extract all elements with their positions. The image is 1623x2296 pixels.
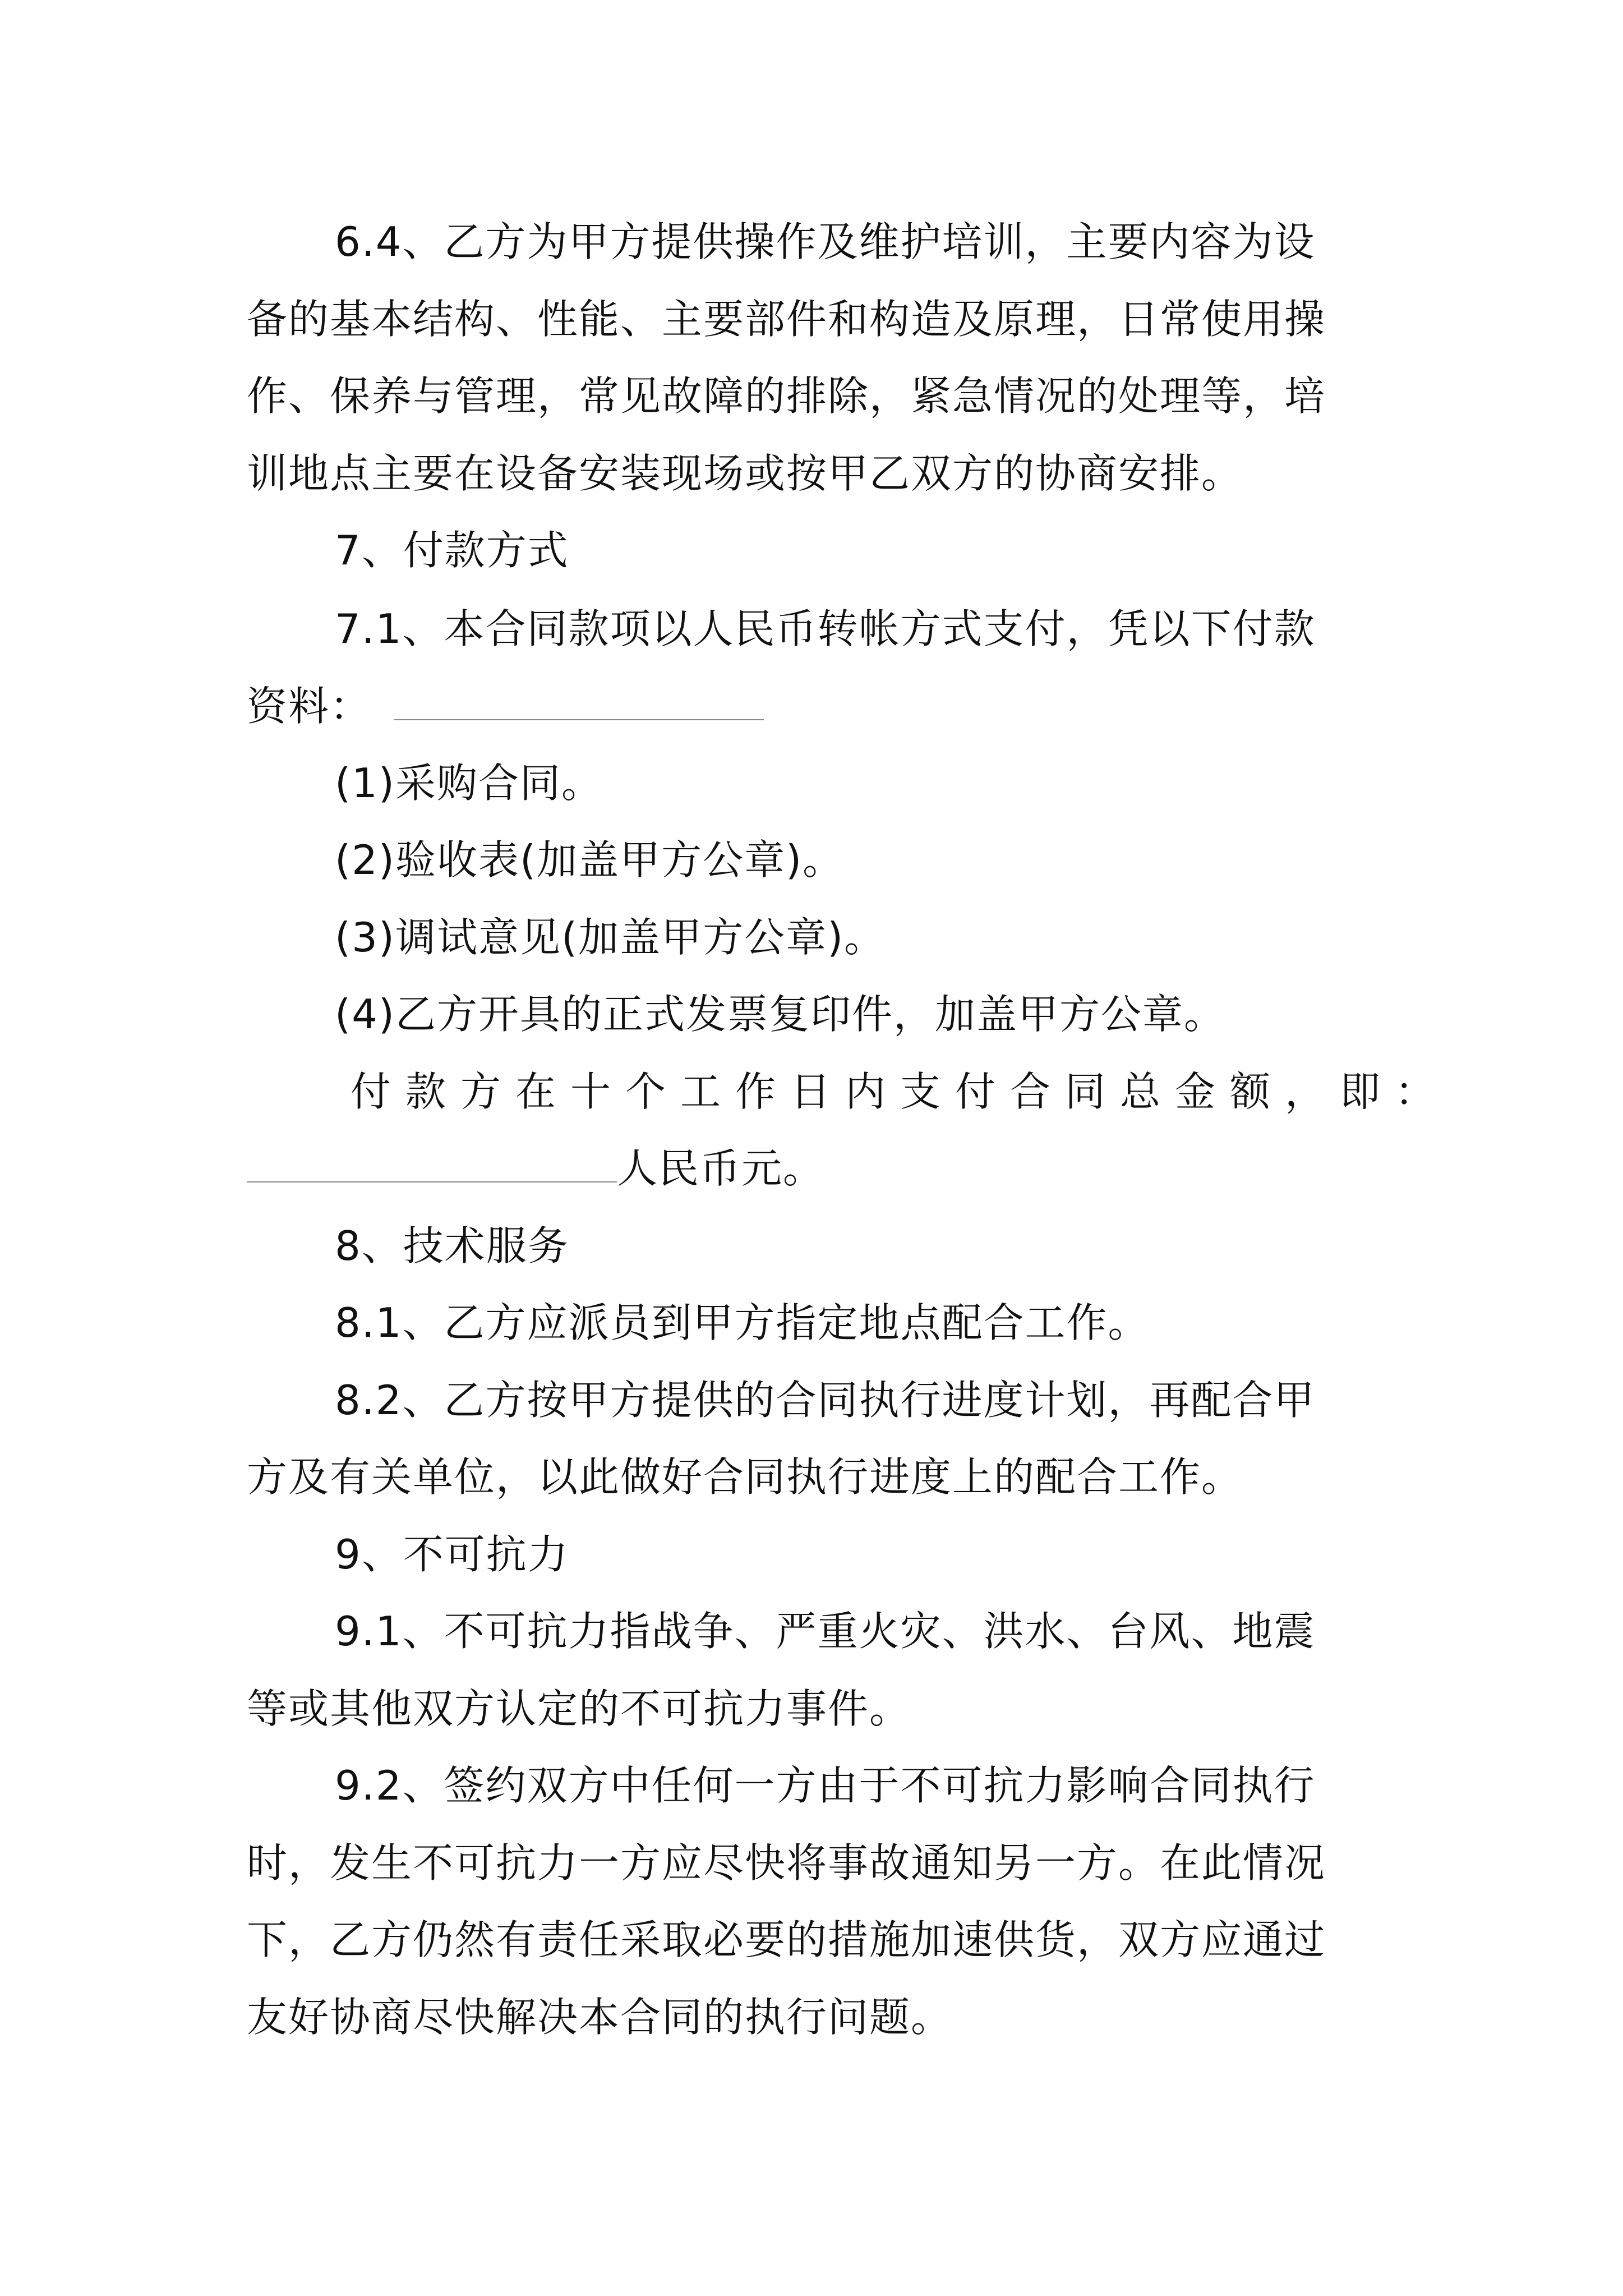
clause-9-2-line-3: 下，乙方仍然有责任采取必要的措施加速供货，双方应通过 [247, 1916, 1326, 1963]
clause-9-2-line-1: 9.2、签约双方中任何一方由于不可抗力影响合同执行 [335, 1762, 1316, 1809]
clause-9-1-line-2: 等或其他双方认定的不可抗力事件。 [247, 1685, 911, 1732]
clause-7-1-line-2 [247, 683, 764, 730]
clause-6-4-line-3: 作、保养与管理，常见故障的排除，紧急情况的处理等，培 [247, 372, 1326, 420]
payment-documents-label: 资料： [247, 683, 372, 730]
clause-6-4-line-4: 训地点主要在设备安装现场或按甲乙双方的协商安排。 [247, 450, 1243, 497]
clause-8-2-line-1: 8.2、乙方按甲方提供的合同执行进度计划，再配合甲 [335, 1377, 1316, 1424]
payment-amount-line-1: 付款方在十个工作日内支付合同总金额，即： [351, 1068, 1450, 1115]
payment-amount-line-2 [247, 1145, 825, 1192]
payment-item-1: (1)采购合同。 [335, 760, 603, 807]
payment-documents-blank [394, 719, 764, 720]
clause-8-1: 8.1、乙方应派员到甲方指定地点配合工作。 [335, 1299, 1150, 1346]
clause-6-4-line-2: 备的基本结构、性能、主要部件和构造及原理，日常使用操 [247, 296, 1326, 343]
payment-item-4: (4)乙方开具的正式发票复印件，加盖甲方公章。 [335, 991, 1225, 1038]
payment-amount-blank [247, 1181, 617, 1182]
payment-item-2: (2)验收表(加盖甲方公章)。 [335, 836, 845, 884]
payment-item-3: (3)调试意见(加盖甲方公章)。 [335, 914, 886, 961]
section-8-heading: 8、技术服务 [335, 1222, 569, 1269]
clause-9-2-line-4: 友好协商尽快解决本合同的执行问题。 [247, 1994, 953, 2041]
clause-9-1-line-1: 9.1、不可抗力指战争、严重火灾、洪水、台风、地震 [335, 1608, 1316, 1655]
section-9-heading: 9、不可抗力 [335, 1531, 569, 1578]
payment-amount-suffix: 人民币元。 [617, 1145, 825, 1192]
section-7-heading: 7、付款方式 [335, 527, 569, 574]
clause-7-1-line-1: 7.1、本合同款项以人民币转帐方式支付，凭以下付款 [335, 605, 1316, 652]
clause-9-2-line-2: 时，发生不可抗力一方应尽快将事故通知另一方。在此情况 [247, 1839, 1326, 1887]
clause-6-4-line-1: 6.4、乙方为甲方提供操作及维护培训，主要内容为设 [335, 218, 1316, 265]
clause-8-2-line-2: 方及有关单位，以此做好合同执行进度上的配合工作。 [247, 1453, 1243, 1501]
